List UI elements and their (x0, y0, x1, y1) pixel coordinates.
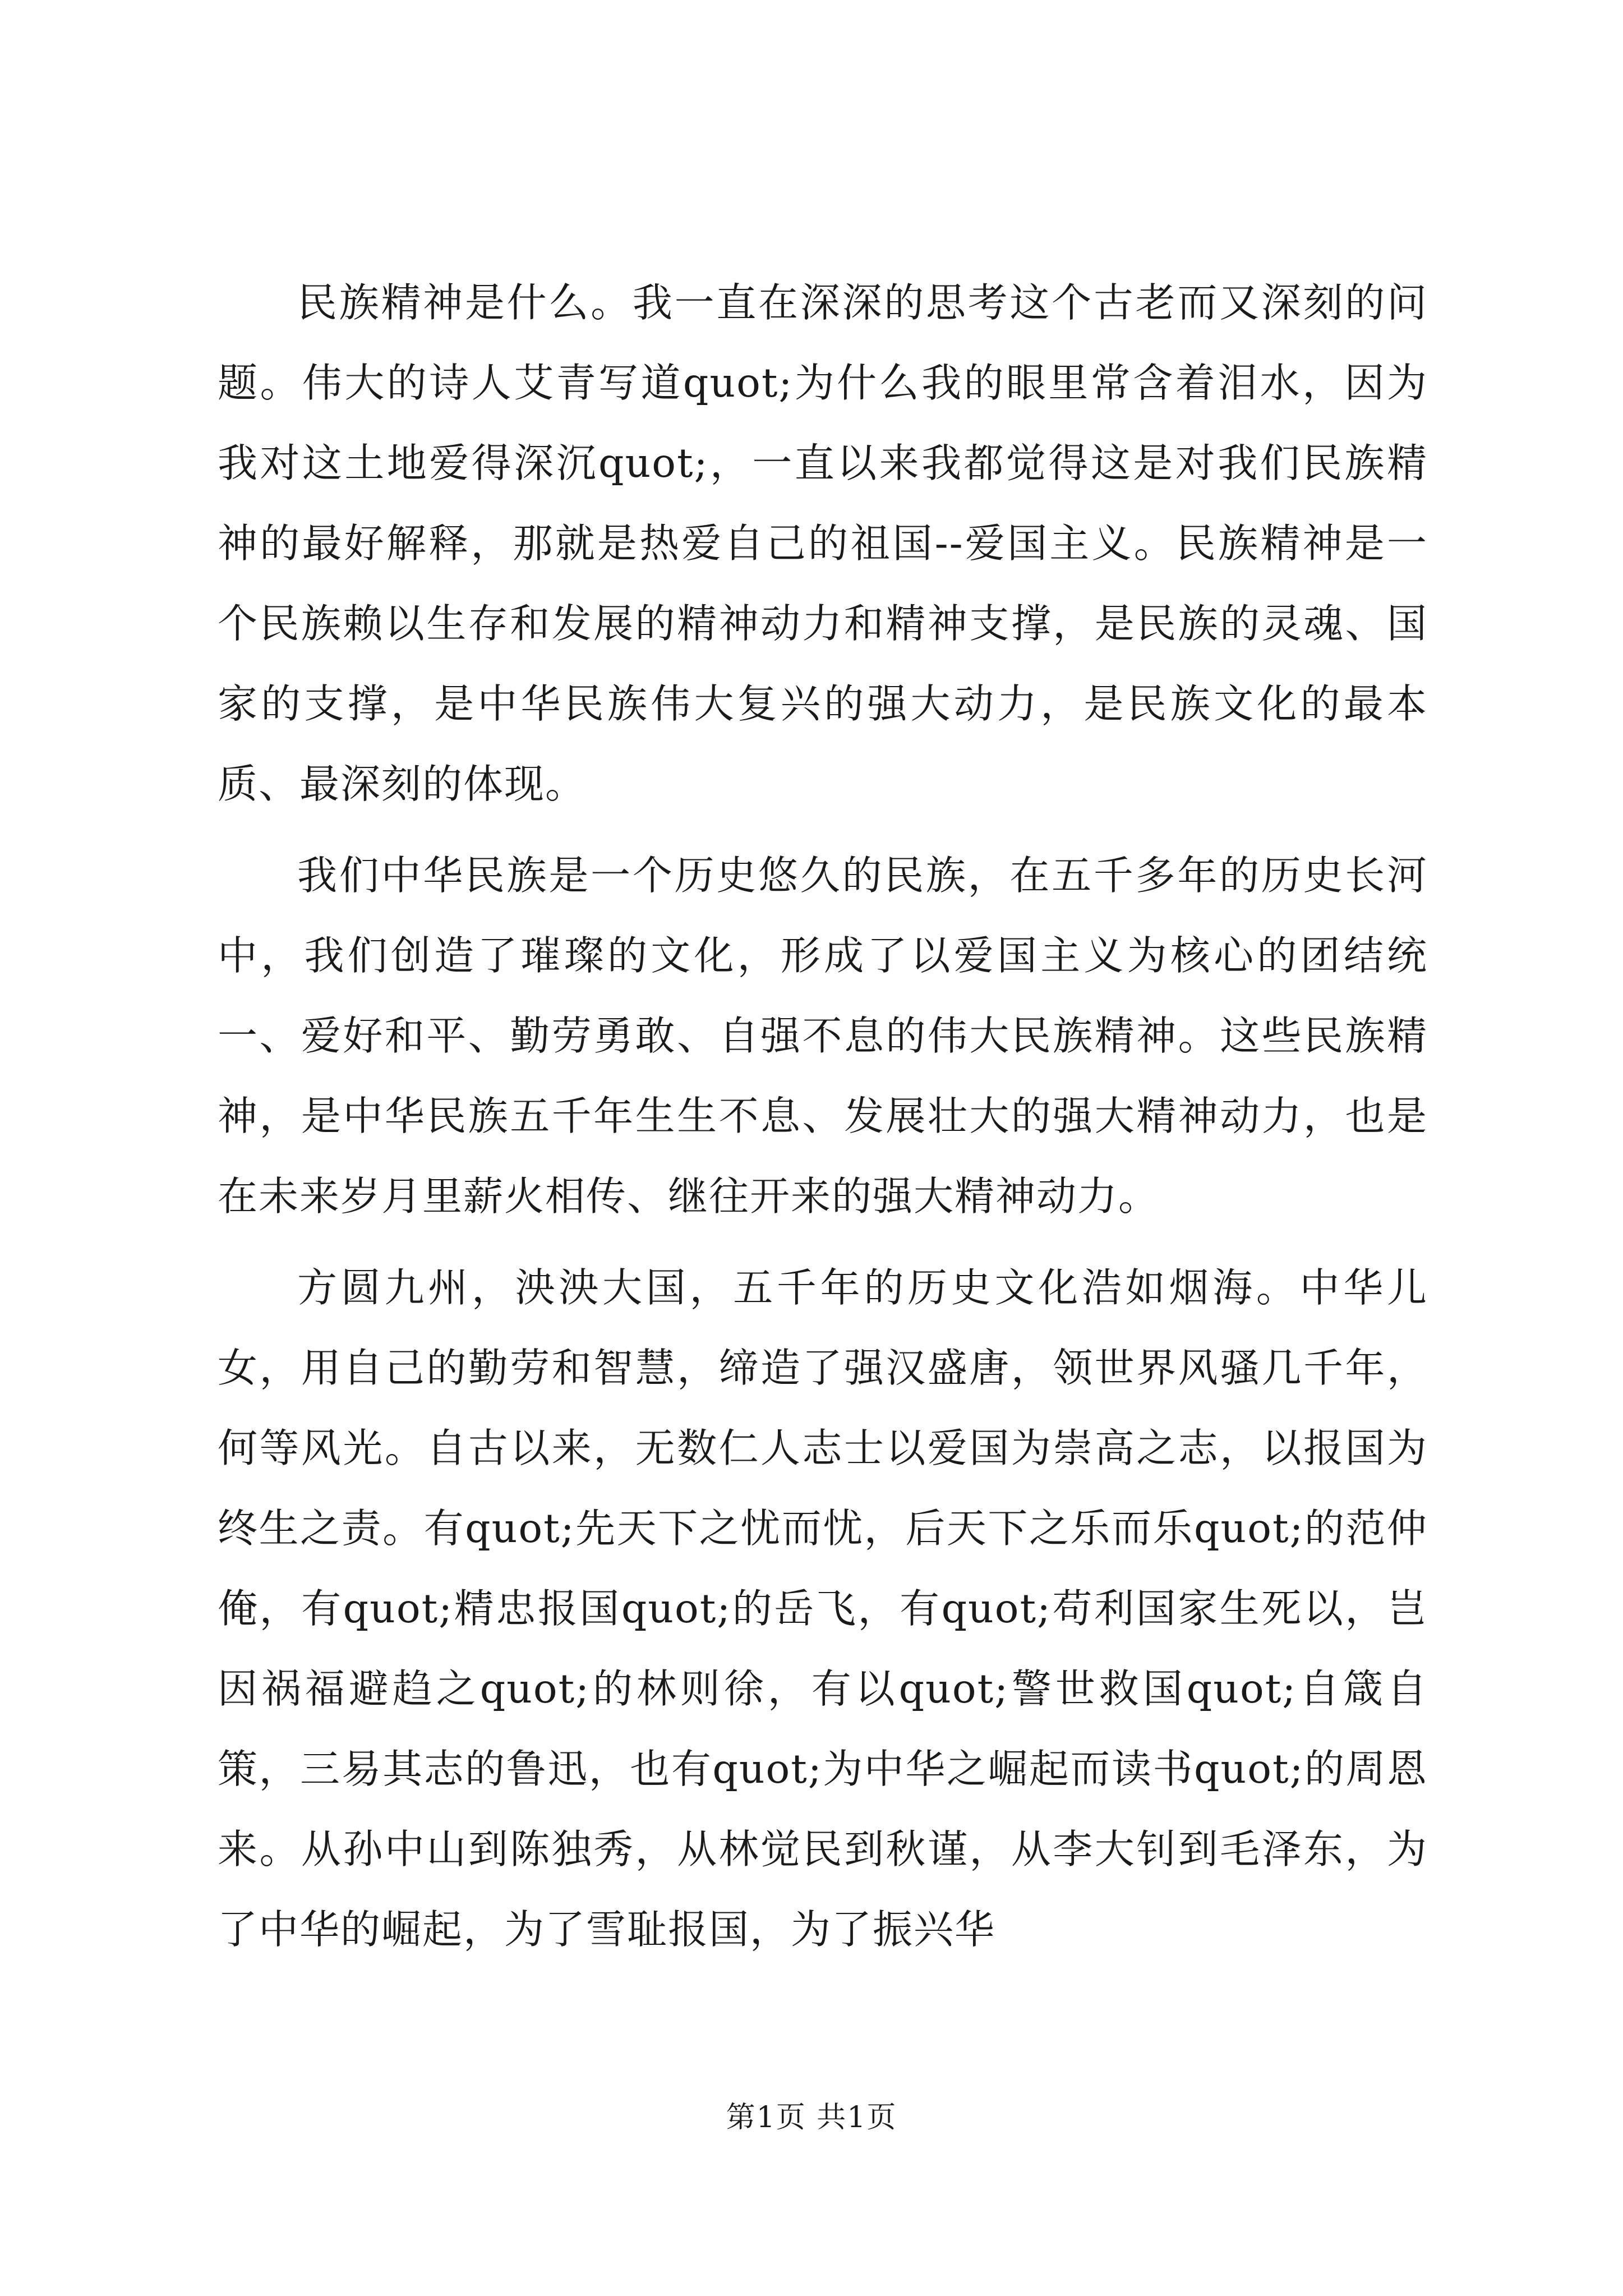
page-number-footer: 第1页 共1页 (726, 2101, 897, 2134)
paragraph-3: 方圆九州，泱泱大国，五千年的历史文化浩如烟海。中华儿女，用自己的勤劳和智慧，缔造了强汉盛唐，领世界风骚几千年，何等风光。自古以来，无数仁人志士以爱国为崇高之志，以报国为终生之责。有quot;先天下之忧而忧，后天下之乐而乐quot;的范仲俺，有quot;精忠报国quot;的岳飞，有quot;苟利国家生死以，岂因祸福避趋之quot;的林则徐，有以quot;警世救国quot;自箴自策，三易其志的鲁迅，也有quot;为中华之崛起而读书quot;的周恩来。从孙中山到陈独秀，从林觉民到秋谨，从李大钊到毛泽东，为了中华的崛起，为了雪耻报国，为了振兴华 (218, 1264, 1428, 1953)
paragraph-2: 我们中华民族是一个历史悠久的民族，在五千多年的历史长河中，我们创造了璀璨的文化，形成了以爱国主义为核心的团结统一、爱好和平、勤劳勇敢、自强不息的伟大民族精神。这些民族精神，是中华民族五千年生生不息、发展壮大的强大精神动力，也是在未来岁月里薪火相传、继往开来的强大精神动力。 (218, 852, 1428, 1220)
paragraph-1: 民族精神是什么。我一直在深深的思考这个古老而又深刻的问题。伟大的诗人艾青写道quot;为什么我的眼里常含着泪水，因为我对这土地爱得深沉quot;，一直以来我都觉得这是对我们民族精神的最好解释，那就是热爱自己的祖国--爱国主义。民族精神是一个民族赖以生存和发展的精神动力和精神支撑，是民族的灵魂、国家的支撑，是中华民族伟大复兴的强大动力，是民族文化的最本质、最深刻的体现。 (218, 279, 1428, 807)
document-body (218, 263, 1428, 1981)
